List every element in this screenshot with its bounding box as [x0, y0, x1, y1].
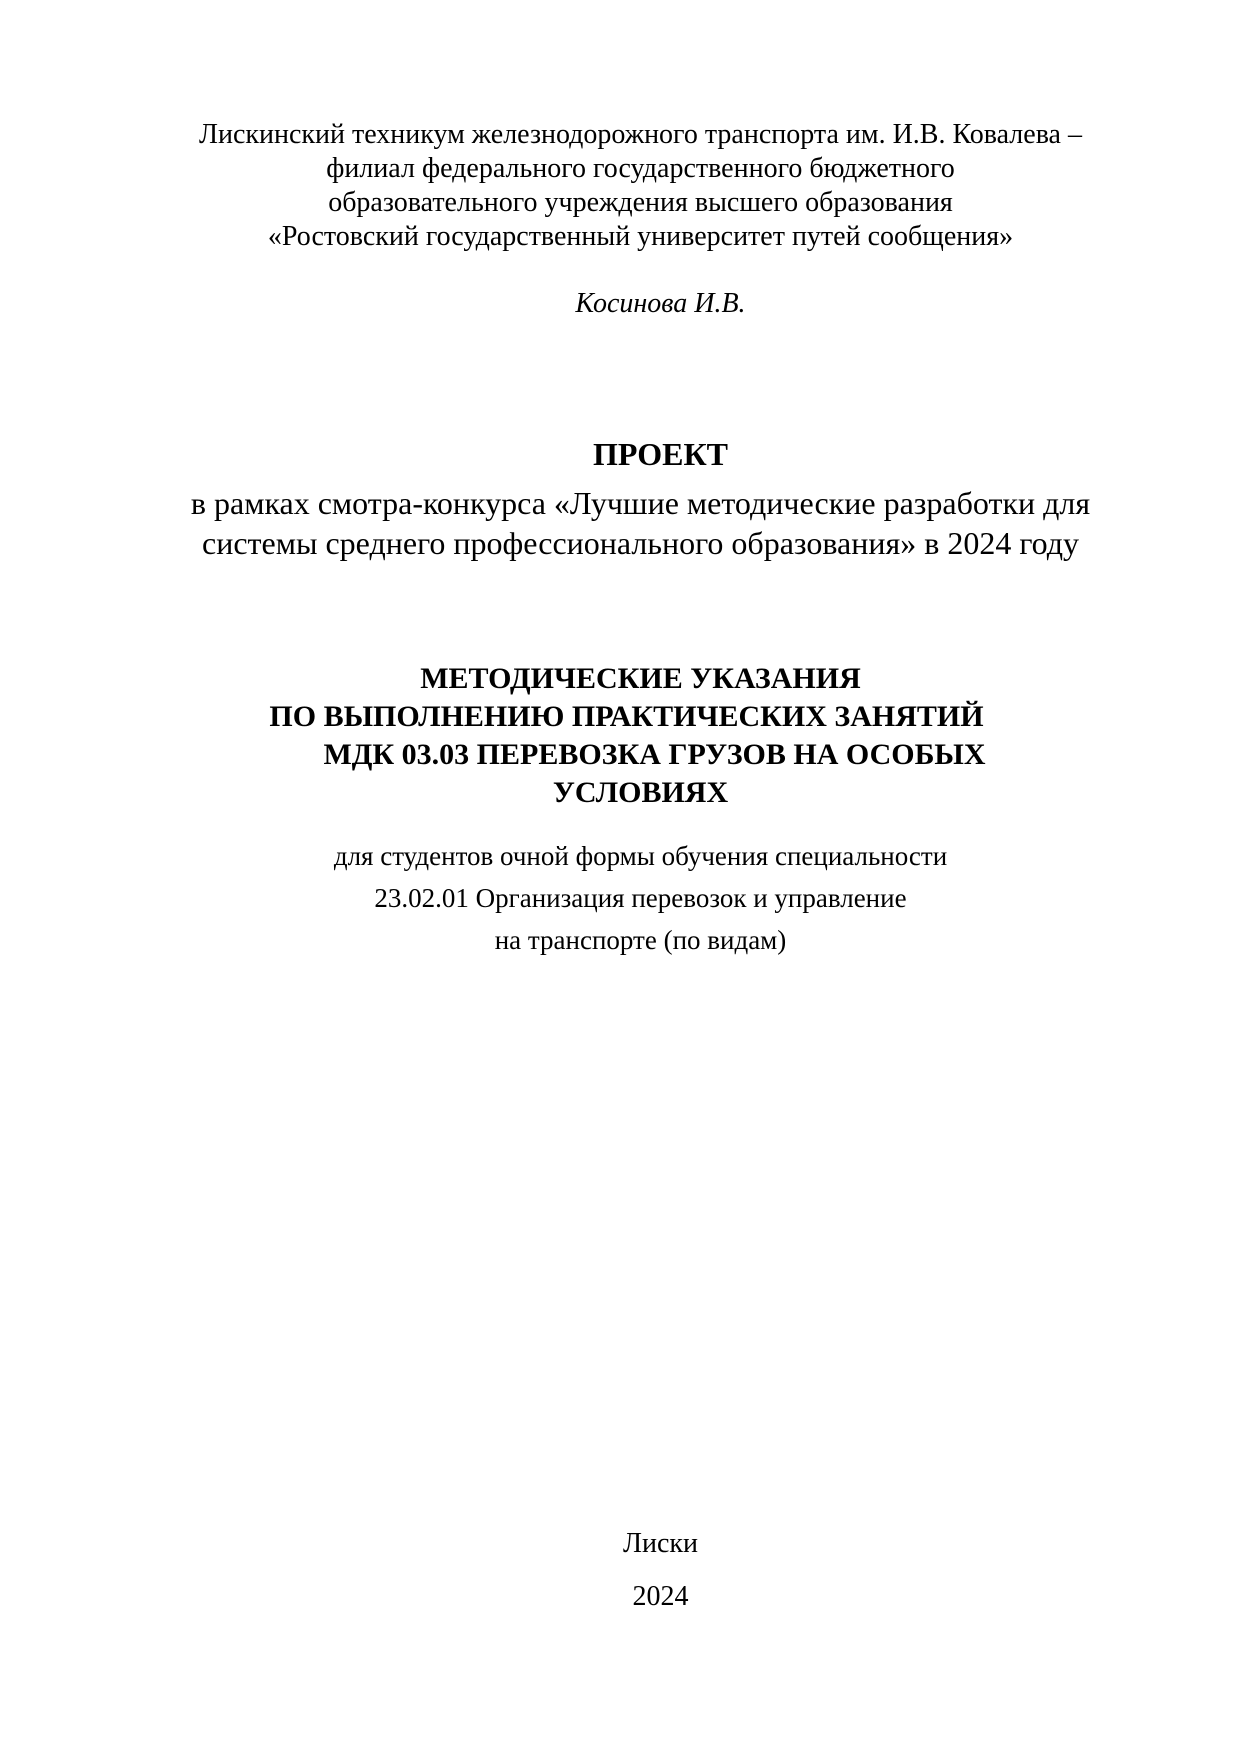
document-title-line: МДК 03.03 ПЕРЕВОЗКА ГРУЗОВ НА ОСОБЫХ	[323, 738, 986, 771]
audience-line: 23.02.01 Организация перевозок и управление	[374, 883, 907, 913]
document-title-line: УСЛОВИЯХ	[552, 776, 729, 809]
institution-line: филиал федерального государственного бюджетного	[326, 153, 955, 184]
institution-header	[0, 118, 1241, 254]
institution-line: Лискинский техникум железнодорожного транспорта им. И.В. Ковалева –	[199, 119, 1082, 150]
document-title-line: МЕТОДИЧЕСКИЕ УКАЗАНИЯ	[420, 662, 861, 695]
project-description	[0, 483, 1241, 563]
document-title	[0, 660, 1241, 812]
audience-line: для студентов очной формы обучения специальности	[333, 841, 948, 871]
audience-line: на транспорте (по видам)	[494, 925, 787, 955]
city: Лиски	[623, 1528, 698, 1559]
project-title: ПРОЕКТ	[592, 436, 729, 472]
year: 2024	[632, 1581, 689, 1612]
audience-description	[0, 835, 1241, 961]
project-description-line: системы среднего профессионального образования» в 2024 году	[202, 525, 1079, 561]
document-title-line: ПО ВЫПОЛНЕНИЮ ПРАКТИЧЕСКИХ ЗАНЯТИЙ	[269, 700, 984, 733]
project-description-line: в рамках смотра-конкурса «Лучшие методические разработки для	[190, 485, 1091, 521]
institution-line: «Ростовский государственный университет путей сообщения»	[267, 221, 1014, 252]
institution-line: образовательного учреждения высшего образования	[328, 187, 953, 218]
author-name: Косинова И.В.	[575, 288, 746, 319]
